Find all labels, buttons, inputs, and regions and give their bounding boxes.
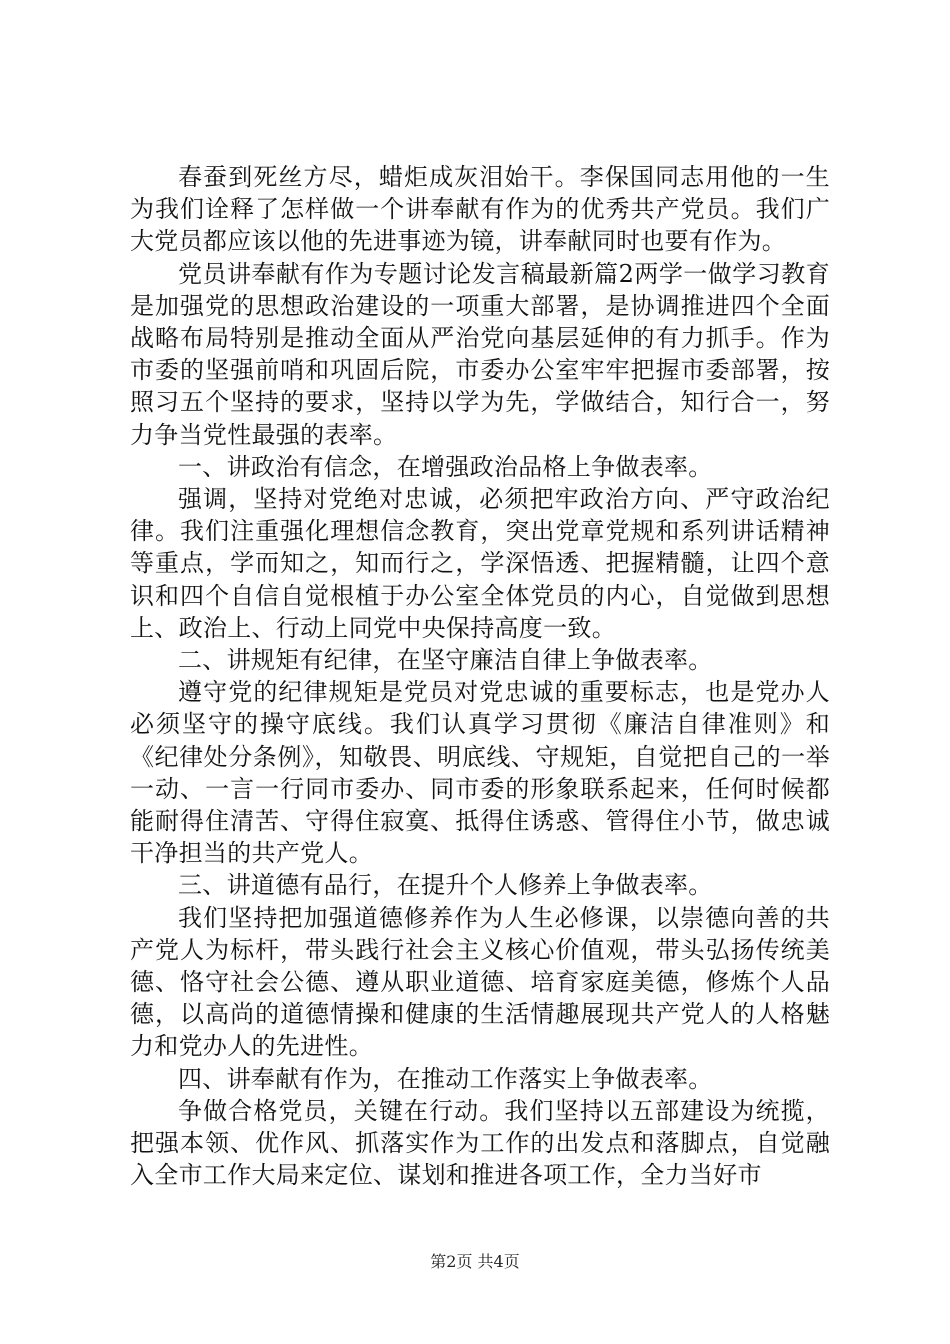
paragraph: 争做合格党员，关键在行动。我们坚持以五部建设为统揽，把强本领、优作风、抓落实作为工作的出发点和落脚点，自觉融入全市工作大局来定位、谋划和推进各项工作，全力当好市 — [130, 1096, 830, 1190]
paragraph: 我们坚持把加强道德修养作为人生必修课，以崇德向善的共产党人为标杆，带头践行社会主义核心价值观，带头弘扬传统美德、恪守社会公德、遵从职业道德、培育家庭美德，修炼个人品德，以高尚的道德情操和健康的生活情趣展现共产党人的人格魅力和党办人的先进性。 — [130, 903, 830, 1061]
section-heading: 二、讲规矩有纪律，在坚守廉洁自律上争做表率。 — [178, 646, 713, 675]
paragraph: 遵守党的纪律规矩是党员对党忠诚的重要标志，也是党办人必须坚守的操守底线。我们认真学习贯彻《廉洁自律准则》和《纪律处分条例》，知敬畏、明底线、守规矩，自觉把自己的一举一动、一言一行同市委办、同市委的形象联系起来，任何时候都能耐得住清苦、守得住寂寞、抵得住诱惑、管得住小节，做忠诚干净担当的共产党人。 — [130, 678, 830, 868]
paragraph: 强调，坚持对党绝对忠诚，必须把牢政治方向、严守政治纪律。我们注重强化理想信念教育，突出党章党规和系列讲话精神等重点，学而知之，知而行之，学深悟透、把握精髓，让四个意识和四个自信自觉根植于办公室全体党员的内心，自觉做到思想上、政治上、行动上同党中央保持高度一致。 — [130, 485, 830, 642]
paragraph: 党员讲奉献有作为专题讨论发言稿最新篇2两学一做学习教育是加强党的思想政治建设的一项重大部署，是协调推进四个全面战略布局特别是推动全面从严治党向基层延伸的有力抓手。作为市委的坚强前哨和巩固后院，市委办公室牢牢把握市委部署，按照习五个坚持的要求，坚持以学为先，学做结合，知行合一，努力争当党性最强的表率。 — [130, 259, 830, 449]
paragraph: 春蚕到死丝方尽，蜡炬成灰泪始干。李保国同志用他的一生为我们诠释了怎样做一个讲奉献有作为的优秀共产党员。我们广大党员都应该以他的先进事迹为镜，讲奉献同时也要有作为。 — [130, 163, 830, 256]
section-heading: 三、讲道德有品行，在提升个人修养上争做表率。 — [178, 871, 713, 900]
document-body — [130, 161, 830, 1192]
section-heading: 四、讲奉献有作为，在推动工作落实上争做表率。 — [178, 1064, 713, 1093]
section-heading: 一、讲政治有信念，在增强政治品格上争做表率。 — [178, 452, 713, 481]
page-footer: 第2页 共4页 — [430, 1252, 520, 1271]
